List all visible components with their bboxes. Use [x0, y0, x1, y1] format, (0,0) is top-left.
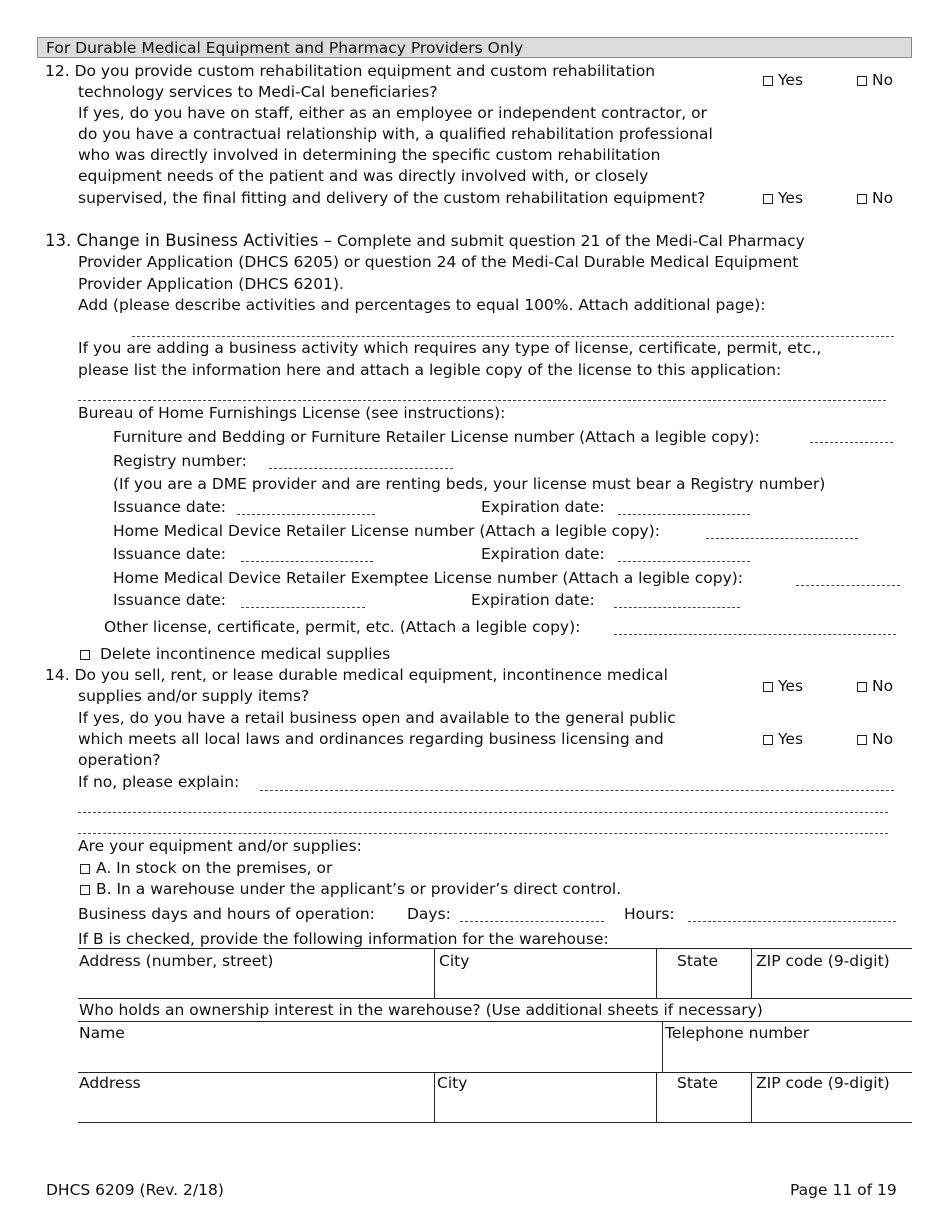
owner-telephone-field[interactable]: Telephone number — [665, 1024, 810, 1042]
expiration-label-3: Expiration date: — [471, 591, 595, 609]
q14a-no-option[interactable] — [857, 676, 893, 696]
q12b-yes-option[interactable] — [763, 188, 803, 208]
table-divider — [656, 1072, 657, 1122]
form-number: DHCS 6209 (Rev. 2/18) — [46, 1181, 224, 1199]
q12-line-2: technology services to Medi-Cal beneficiaries? — [78, 83, 438, 101]
q14-line-4: which meets all local laws and ordinances regarding business licensing and — [78, 730, 664, 748]
table-divider — [434, 948, 435, 998]
q12a-no-option[interactable] — [857, 70, 893, 90]
table-divider — [751, 948, 752, 998]
checkbox[interactable] — [763, 76, 773, 86]
q12-line-5: who was directly involved in determining the specific custom rehabilitation — [78, 146, 661, 164]
option-b[interactable] — [80, 879, 621, 899]
warehouse-instruction: If B is checked, provide the following information for the warehouse: — [78, 930, 609, 948]
option-b-label: B. In a warehouse under the applicant’s or provider’s direct control. — [96, 880, 622, 898]
expiration-field-1[interactable] — [618, 514, 750, 515]
q13-add-prompt: Add (please describe activities and percentages to equal 100%. Attach additional page): — [78, 296, 766, 314]
bureau-heading: Bureau of Home Furnishings License (see instructions): — [78, 404, 506, 422]
checkbox[interactable] — [763, 735, 773, 745]
issuance-label-3: Issuance date: — [113, 591, 227, 609]
q13-title-rest: Complete and submit question 21 of the Medi-Cal Pharmacy — [331, 232, 805, 250]
table-divider — [434, 1072, 435, 1122]
q13-line-2: Provider Application (DHCS 6205) or question 24 of the Medi-Cal Durable Medical Equipment — [78, 253, 799, 271]
checkbox[interactable] — [857, 194, 867, 204]
warehouse-address-field[interactable]: Address (number, street) — [79, 952, 274, 970]
delete-incontinence-label: Delete incontinence medical supplies — [100, 645, 391, 663]
q12-line-1: 12. Do you provide custom rehabilitation equipment and custom rehabilitation — [45, 62, 656, 80]
q12-line-3: If yes, do you have on staff, either as an employee or independent contractor, or — [78, 104, 708, 122]
q13-line-5: If you are adding a business activity which requires any type of license, certificate, permit, etc., — [78, 339, 822, 357]
no-label: No — [872, 189, 894, 207]
checkbox[interactable] — [80, 885, 90, 895]
expiration-label-1: Expiration date: — [481, 498, 605, 516]
add-activities-field[interactable] — [132, 336, 894, 337]
q14a-yes-option[interactable] — [763, 676, 803, 696]
days-field[interactable] — [460, 921, 604, 922]
other-license-field[interactable] — [614, 634, 896, 635]
hmd-exemptee-field[interactable] — [796, 585, 900, 586]
q14-line-2: supplies and/or supply items? — [78, 687, 310, 705]
q12b-no-option[interactable] — [857, 188, 893, 208]
explain-field-2[interactable] — [78, 812, 888, 813]
table-rule — [78, 1122, 912, 1123]
issuance-label-1: Issuance date: — [113, 498, 227, 516]
furniture-license-field[interactable] — [810, 442, 893, 443]
registry-note: (If you are a DME provider and are renting beds, your license must bear a Registry number) — [113, 475, 826, 493]
table-rule — [78, 948, 912, 949]
hours-of-operation-label: Business days and hours of operation: — [78, 905, 375, 923]
owner-address-field[interactable]: Address — [79, 1074, 141, 1092]
option-a[interactable] — [80, 858, 332, 878]
checkbox[interactable] — [857, 735, 867, 745]
no-label: No — [872, 71, 894, 89]
expiration-label-2: Expiration date: — [481, 545, 605, 563]
hmd-exemptee-label: Home Medical Device Retailer Exemptee License number (Attach a legible copy): — [113, 569, 744, 587]
yes-label: Yes — [778, 677, 804, 695]
explain-field-3[interactable] — [78, 833, 888, 834]
warehouse-city-field[interactable]: City — [439, 952, 470, 970]
days-label: Days: — [407, 905, 451, 923]
table-divider — [751, 1072, 752, 1122]
section-header-text: For Durable Medical Equipment and Pharmacy Providers Only — [46, 39, 524, 57]
furniture-license-label: Furniture and Bedding or Furniture Retailer License number (Attach a legible copy): — [113, 428, 760, 446]
q14b-no-option[interactable] — [857, 729, 893, 749]
checkbox[interactable] — [80, 650, 90, 660]
registry-field[interactable] — [269, 468, 453, 469]
table-rule — [78, 998, 912, 999]
page-number: Page 11 of 19 — [790, 1181, 897, 1199]
q12-line-4: do you have a contractual relationship with, a qualified rehabilitation professional — [78, 125, 713, 143]
q13-title: 13. Change in Business Activities – — [45, 231, 332, 250]
issuance-field-1[interactable] — [237, 514, 375, 515]
q14-explain-label: If no, please explain: — [78, 773, 240, 791]
registry-label: Registry number: — [113, 452, 247, 470]
checkbox[interactable] — [763, 682, 773, 692]
q13-line-3: Provider Application (DHCS 6201). — [78, 275, 344, 293]
hmd-retailer-label: Home Medical Device Retailer License number (Attach a legible copy): — [113, 522, 660, 540]
owner-city-field[interactable]: City — [437, 1074, 468, 1092]
checkbox[interactable] — [80, 864, 90, 874]
table-rule — [78, 1021, 912, 1022]
owner-zip-field[interactable]: ZIP code (9-digit) — [756, 1074, 890, 1092]
license-info-field[interactable] — [78, 400, 886, 401]
q14-line-3: If yes, do you have a retail business open and available to the general public — [78, 709, 676, 727]
expiration-field-3[interactable] — [614, 607, 740, 608]
owner-state-field[interactable]: State — [677, 1074, 719, 1092]
q12-line-6: equipment needs of the patient and was directly involved with, or closely — [78, 167, 649, 185]
equipment-question: Are your equipment and/or supplies: — [78, 837, 362, 855]
section-header — [37, 37, 912, 58]
issuance-label-2: Issuance date: — [113, 545, 227, 563]
other-license-label: Other license, certificate, permit, etc. (Attach a legible copy): — [104, 618, 581, 636]
checkbox[interactable] — [763, 194, 773, 204]
q14-line-5: operation? — [78, 751, 161, 769]
yes-label: Yes — [778, 189, 804, 207]
checkbox[interactable] — [857, 76, 867, 86]
table-divider — [656, 948, 657, 998]
q13-line-6: please list the information here and attach a legible copy of the license to this application: — [78, 361, 782, 379]
q12-line-7: supervised, the final fitting and delivery of the custom rehabilitation equipment? — [78, 189, 706, 207]
ownership-question: Who holds an ownership interest in the warehouse? (Use additional sheets if necessary) — [79, 1001, 763, 1019]
checkbox[interactable] — [857, 682, 867, 692]
warehouse-zip-field[interactable]: ZIP code (9-digit) — [756, 952, 890, 970]
q14-line-1: 14. Do you sell, rent, or lease durable medical equipment, incontinence medical — [45, 666, 668, 684]
q12a-yes-option[interactable] — [763, 70, 803, 90]
yes-label: Yes — [778, 730, 804, 748]
no-label: No — [872, 730, 894, 748]
hours-field[interactable] — [688, 921, 896, 922]
issuance-field-3[interactable] — [241, 607, 365, 608]
hmd-retailer-field[interactable] — [706, 538, 858, 539]
option-a-label: A. In stock on the premises, or — [96, 859, 333, 877]
q13-line-1 — [45, 231, 805, 251]
q14b-yes-option[interactable] — [763, 729, 803, 749]
table-divider — [662, 1021, 663, 1072]
hours-label: Hours: — [624, 905, 675, 923]
owner-name-field[interactable]: Name — [79, 1024, 125, 1042]
issuance-field-2[interactable] — [241, 561, 373, 562]
no-label: No — [872, 677, 894, 695]
yes-label: Yes — [778, 71, 804, 89]
expiration-field-2[interactable] — [618, 561, 750, 562]
explain-field-1[interactable] — [260, 790, 894, 791]
warehouse-state-field[interactable]: State — [677, 952, 719, 970]
delete-incontinence-option[interactable] — [80, 644, 390, 664]
